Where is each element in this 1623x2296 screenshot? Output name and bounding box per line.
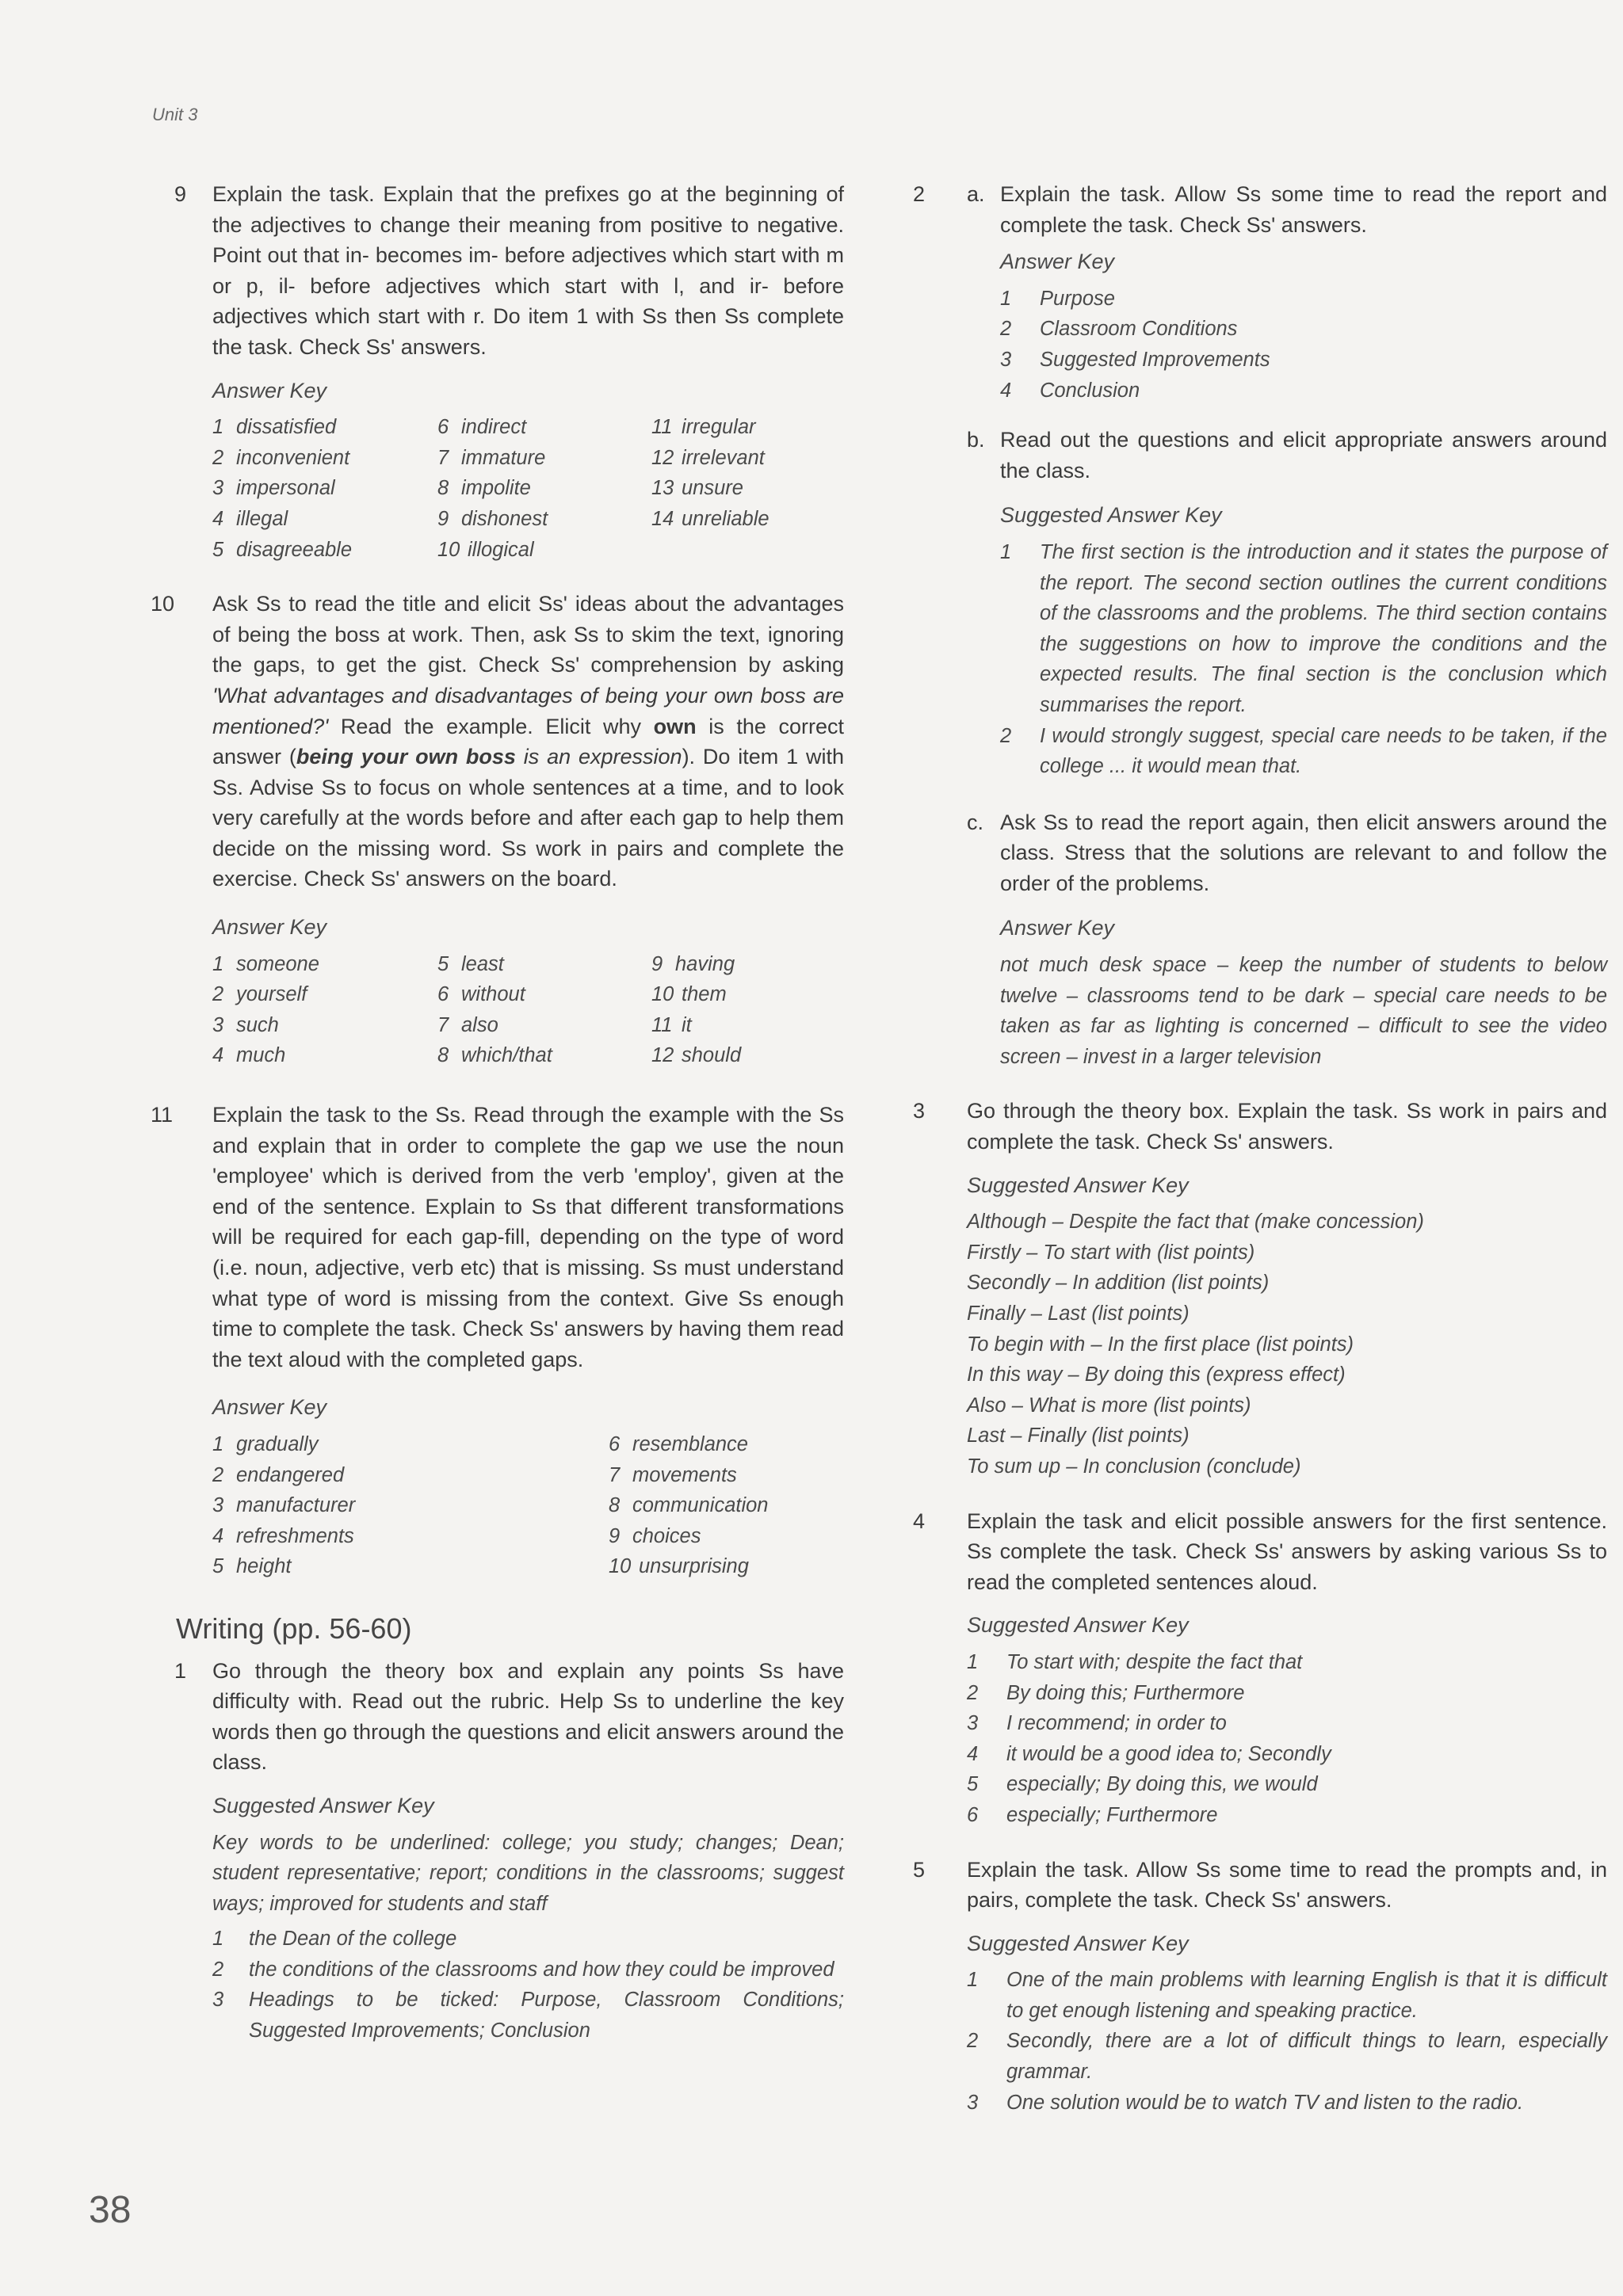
answer-item [212,1955,844,1985]
answer-grid [212,412,844,565]
answer-number: 10 [437,538,460,561]
answer-text: dishonest [461,507,548,530]
answer-item [437,1040,651,1071]
answer-item [212,949,437,980]
right-column [913,179,1607,2138]
answer-item [1000,284,1607,315]
answer-item [212,1551,609,1582]
answer-text: unsurprising [639,1555,749,1578]
answer-key-label: Suggested Answer Key [967,1613,1189,1638]
answer-key-label: Answer Key [212,378,327,402]
answer-number: 4 [967,1742,979,1765]
running-head: Unit 3 [152,105,198,124]
answer-text: impersonal [236,477,335,500]
answer-number: 7 [437,1013,449,1036]
subexercise-label: a. [967,182,985,206]
answer-number: 4 [212,1524,224,1547]
exercise-instructions: Go through the theory box. Explain the task. Ss work in pairs and complete the task. Check Ss' answers. [967,1099,1607,1154]
answer-item [212,1460,609,1491]
answer-key-label: Suggested Answer Key [967,1173,1189,1197]
answer-item: Finally – Last (list points) [967,1302,1190,1325]
exercise-number: 3 [913,1099,926,1123]
answer-text: Conclusion [1040,379,1140,402]
answer-item [212,1040,437,1071]
answer-text: illogical [468,538,534,561]
answer-number: 2 [967,2030,979,2053]
writing-exercise-4 [913,1506,1607,1831]
answer-item [651,949,857,980]
answer-text: illegal [236,507,288,530]
answer-number: 6 [437,416,449,439]
answer-text: least [461,952,504,975]
writing-exercise-1 [158,1656,844,2046]
answer-number: 1 [967,1650,979,1673]
answer-item: Although – Despite the fact that (make concession) [967,1211,1424,1234]
answer-text: which/that [461,1044,552,1067]
answer-item [212,1010,437,1041]
answer-item [967,1708,1607,1739]
answer-item [212,1429,609,1460]
answer-list [1000,284,1607,406]
answer-text: refreshments [236,1524,354,1547]
answer-number: 6 [967,1803,979,1826]
answer-item [967,1739,1607,1770]
exercise-instructions: Go through the theory box and explain any points Ss have difficulty with. Read out the rubric. Help Ss to underline the key words then go through the questions and elicit answers around the class. [212,1658,844,1775]
answer-number: 8 [609,1494,621,1517]
answer-key-text: not much desk space – keep the number of students to below twelve – classrooms tend to be dark – special care needs to be taken as far as lighting is concerned – difficult to see the video screen – invest in a larger television [1000,954,1607,1068]
answer-item [967,1647,1607,1678]
exercise-instructions: Explain the task. Explain that the prefixes go at the beginning of the adjectives to change their meaning from positive to negative. Point out that in- becomes im- before adjectives which start with m or p, il- before adjectives which start with l, and ir- before adjectives which start with r. Do item 1 with Ss then Ss complete the task. Check Ss' answers. [212,182,844,359]
exercise-number: 9 [174,182,187,206]
answer-text: One solution would be to watch TV and listen to the radio. [1006,2091,1524,2114]
answer-item: Also – What is more (list points) [967,1394,1251,1417]
exercise-number: 4 [913,1508,926,1533]
answer-number: 3 [967,2091,979,2114]
answer-number: 3 [212,1013,224,1036]
exercise-number: 10 [151,592,175,616]
answer-item [609,1460,862,1491]
answer-item: In this way – By doing this (express effect) [967,1363,1346,1386]
answer-number: 6 [609,1432,621,1455]
answer-item [437,412,651,443]
answer-number: 9 [651,952,663,975]
answer-grid [212,949,844,1071]
answer-text: yourself [236,983,307,1006]
answer-item: To begin with – In the first place (list points) [967,1333,1354,1356]
answer-number: 9 [437,507,449,530]
answer-text: without [461,983,525,1006]
answer-item [651,443,857,474]
answer-text: especially; Furthermore [1006,1803,1218,1826]
answer-item [651,504,857,535]
answer-text: it [682,1013,692,1036]
answer-text: I would strongly suggest, special care needs to be taken, if the college ... it would mean that. [1040,724,1607,778]
exercise-instructions: Explain the task to the Ss. Read through the example with the Ss and explain that in order to complete the gap we use the noun 'employee' which is derived from the verb 'employ', given at the end of the sentence. Explain to Ss that different transformations will be required for each gap-fill, depending on the type of word (i.e. noun, adjective, verb etc) that is missing. Ss must understand what type of word is missing from the context. Give Ss enough time to complete the task. Check Ss' answers by having them read the text aloud with the completed gaps. [212,1103,844,1371]
answer-number: 2 [1000,724,1012,747]
exercise-10 [151,589,844,1071]
answer-text: dissatisfied [236,416,337,439]
answer-number: 1 [212,416,224,439]
answer-text: someone [236,952,319,975]
answer-number: 6 [437,983,449,1006]
answer-item [1000,376,1607,406]
answer-item [437,1010,651,1041]
answer-number: 11 [651,416,673,439]
exercise-instructions: Explain the task. Allow Ss some time to read the prompts and, in pairs, complete the task. Check Ss' answers. [967,1857,1607,1913]
answer-item: Firstly – To start with (list points) [967,1241,1255,1264]
answer-text: such [236,1013,279,1036]
answer-text: Secondly, there are a lot of difficult things to learn, especially grammar. [1006,2030,1607,2084]
answer-key-label: Answer Key [1000,250,1115,274]
exercise-11 [151,1100,844,1582]
answer-key-label: Suggested Answer Key [212,1793,434,1817]
writing-exercise-5 [913,1855,1607,2119]
answer-text: The first section is the introduction and it states the purpose of the report. The second section outlines the current conditions of the classrooms and the problems. The third section contains the suggestions on how to improve the conditions and the expected results. The final section is the conclusion which summarises the report. [1040,540,1607,716]
answer-number: 10 [651,983,674,1006]
answer-item [212,1924,844,1955]
answer-key-label: Answer Key [1000,916,1115,940]
exercise-number: 2 [913,182,926,206]
answer-number: 2 [1000,318,1012,341]
answer-item [212,443,437,474]
answer-number: 2 [212,1463,224,1486]
writing-exercise-3 [913,1096,1607,1482]
answer-item [609,1551,862,1582]
answer-list [967,1965,1607,2118]
answer-number: 5 [212,538,224,561]
answer-key-label: Suggested Answer Key [967,1931,1189,1955]
answer-text: resemblance [632,1432,748,1455]
answer-item [212,1521,609,1552]
answer-number: 1 [1000,287,1012,310]
answer-item [212,979,437,1010]
writing-exercise-2 [913,179,1607,1072]
answer-number: 4 [1000,379,1012,402]
answer-number: 2 [967,1681,979,1704]
exercise-instructions: Read out the questions and elicit appropriate answers around the class. [1000,428,1607,482]
answer-item [212,412,437,443]
answer-key-text: Key words to be underlined: college; you study; changes; Dean; student representative; report; conditions in the classrooms; suggest ways; improved for students and staff [212,1831,844,1915]
answer-text: height [236,1555,292,1578]
answer-number: 3 [212,477,224,500]
answer-number: 2 [212,1958,224,1981]
answer-item [967,2088,1607,2119]
exercise-instructions: Ask Ss to read the title and elicit Ss' ideas about the advantages of being the boss at work. Then, ask Ss to skim the text, ignoring the gaps, to get the gist. Check Ss' comprehension by asking 'What advantages and disadvantages of being your own boss are mentioned?' Read the example. Elicit why own is the correct answer (being your own boss is an expression). Do item 1 with Ss. Advise Ss to focus on whole sentences at a time, and to look very carefully at the words before and after each gap to help them decide on the missing word. Ss work in pairs and complete the exercise. Check Ss' answers on the board. [212,592,844,891]
exercise-instructions: Ask Ss to read the report again, then elicit answers around the class. Stress that the solutions are relevant to and follow the order of the problems. [1000,810,1607,895]
exercise-number: 1 [174,1658,187,1683]
answer-item [212,473,437,504]
answer-text: irregular [682,416,756,439]
answer-number: 1 [1000,540,1012,563]
answer-item [1000,721,1607,782]
answer-key-label: Answer Key [212,1395,327,1420]
answer-list [967,1207,1607,1482]
answer-text: unsure [682,477,743,500]
answer-item [651,535,857,566]
answer-text: Suggested Improvements [1040,348,1270,371]
answer-number: 2 [212,983,224,1006]
answer-text: Classroom Conditions [1040,318,1238,341]
answer-item [437,504,651,535]
answer-text: the Dean of the college [249,1928,457,1951]
answer-number: 12 [651,1044,674,1067]
answer-number: 14 [651,507,674,530]
answer-text: inconvenient [236,446,350,469]
answer-item [651,1040,857,1071]
answer-item [437,949,651,980]
answer-item [212,1985,844,2046]
exercise-instructions: Explain the task. Allow Ss some time to read the report and complete the task. Check Ss' answers. [1000,182,1607,237]
answer-text: choices [632,1524,701,1547]
answer-text: movements [632,1463,737,1486]
answer-item [437,473,651,504]
answer-number: 3 [212,1494,224,1517]
answer-text: immature [461,446,546,469]
answer-item [609,1490,862,1521]
answer-text: Purpose [1040,287,1115,310]
answer-item [967,1769,1607,1800]
answer-text: communication [632,1494,769,1517]
exercise-number: 11 [151,1103,174,1127]
exercise-2a [913,179,1607,406]
answer-text: One of the main problems with learning English is that it is difficult to get enough listening and speaking practice. [1006,1969,1607,2022]
answer-text: them [682,983,727,1006]
answer-text: also [461,1013,498,1036]
answer-number: 7 [437,446,449,469]
answer-text: I recommend; in order to [1006,1712,1227,1735]
answer-number: 8 [437,1044,449,1067]
answer-number: 10 [609,1555,632,1578]
exercise-2c [913,807,1607,1073]
answer-item [1000,537,1607,721]
exercise-2b [913,425,1607,782]
answer-item [967,1678,1607,1709]
answer-text: disagreeable [236,538,353,561]
answer-number: 9 [609,1524,621,1547]
answer-number: 1 [212,1432,224,1455]
answer-text: endangered [236,1463,345,1486]
answer-text: should [682,1044,742,1067]
answer-key-label: Answer Key [212,915,327,940]
answer-number: 8 [437,477,449,500]
answer-number: 1 [967,1969,979,1992]
left-column [151,179,844,2067]
answer-number: 5 [212,1555,224,1578]
answer-text: To start with; despite the fact that [1006,1650,1303,1673]
answer-text: impolite [461,477,531,500]
answer-item [212,1490,609,1521]
subexercise-label: b. [967,428,985,452]
answer-text: By doing this; Furthermore [1006,1681,1245,1704]
answer-text: especially; By doing this, we would [1006,1773,1318,1796]
answer-list [212,1924,844,2046]
answer-number: 5 [437,952,449,975]
answer-item [437,979,651,1010]
answer-number: 3 [967,1712,979,1735]
answer-item [967,1965,1607,2026]
answer-number: 1 [212,1928,224,1951]
answer-text: unreliable [682,507,769,530]
exercise-9 [158,179,844,565]
answer-list [967,1647,1607,1831]
answer-item [609,1429,862,1460]
answer-item [1000,314,1607,345]
answer-item: To sum up – In conclusion (conclude) [967,1455,1301,1478]
answer-number: 7 [609,1463,621,1486]
answer-text: much [236,1044,286,1067]
answer-item [651,979,857,1010]
answer-number: 1 [212,952,224,975]
answer-item [1000,345,1607,376]
answer-number: 13 [651,477,674,500]
answer-text: irrelevant [682,446,765,469]
answer-item [437,535,651,566]
answer-text: it would be a good idea to; Secondly [1006,1742,1331,1765]
answer-key-label: Suggested Answer Key [1000,503,1222,528]
answer-number: 3 [212,1989,224,2012]
answer-item [212,535,437,566]
answer-text: Headings to be ticked: Purpose, Classroom Conditions; Suggested Improvements; Conclusion [249,1989,844,2042]
answer-item: Last – Finally (list points) [967,1425,1190,1447]
answer-text: the conditions of the classrooms and how they could be improved [249,1958,834,1981]
answer-number: 4 [212,507,224,530]
answer-text: gradually [236,1432,319,1455]
answer-item [212,504,437,535]
answer-number: 5 [967,1773,979,1796]
answer-number: 3 [1000,348,1012,371]
exercise-instructions: Explain the task and elicit possible answers for the first sentence. Ss complete the task. Check Ss' answers by asking various Ss to read the completed sentences aloud. [967,1508,1607,1594]
answer-item [967,1800,1607,1831]
answer-number: 2 [212,446,224,469]
answer-item [437,443,651,474]
answer-grid [212,1429,844,1582]
answer-text: manufacturer [236,1494,356,1517]
answer-text: having [675,952,735,975]
answer-item [651,473,857,504]
section-heading: Writing (pp. 56-60) [176,1611,412,1645]
exercise-number: 5 [913,1857,926,1882]
answer-text: indirect [461,416,527,439]
answer-number: 11 [651,1013,673,1036]
answer-item: Secondly – In addition (list points) [967,1272,1270,1295]
answer-item [609,1521,862,1552]
answer-item [967,2026,1607,2087]
answer-list [1000,537,1607,782]
answer-item [651,1010,857,1041]
answer-item [651,412,857,443]
page-number: 38 [89,2189,132,2231]
answer-number: 12 [651,446,674,469]
subexercise-label: c. [967,810,984,834]
answer-number: 4 [212,1044,224,1067]
